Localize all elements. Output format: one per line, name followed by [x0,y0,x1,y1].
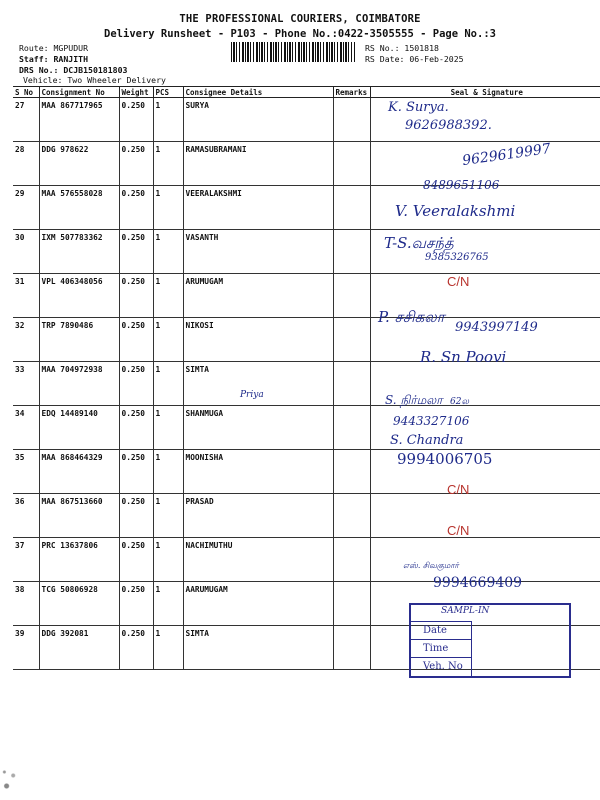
row-consignment: EDQ 14489140 [39,406,119,450]
row-consignee: VASANTH [183,230,333,274]
stamp-veh-label: Veh. No [411,657,471,674]
row-remarks [333,538,370,582]
row-remarks [333,406,370,450]
handwritten-name: T-S.வசந்த் [384,234,454,252]
table-row [13,230,600,274]
company-title: THE PROFESSIONAL COURIERS, COIMBATORE [179,13,421,25]
row-pcs: 1 [153,186,183,230]
row-consignee: MOONISHA [183,450,333,494]
row-consignment: IXM 507783362 [39,230,119,274]
row-consignment: PRC 13637806 [39,538,119,582]
row-pcs: 1 [153,98,183,142]
table-row [13,98,600,142]
row-sno: 36 [13,494,39,538]
row-consignment: DDG 392081 [39,626,119,670]
handwritten-cn-mark: C/N [447,274,470,289]
col-remarks: Remarks [333,87,370,98]
row-consignment: MAA 867513660 [39,494,119,538]
col-weight: Weight [119,87,153,98]
row-weight: 0.250 [119,538,153,582]
row-pcs: 1 [153,230,183,274]
row-remarks [333,450,370,494]
scan-speck [0,765,22,800]
row-consignee: NACHIMUTHU [183,538,333,582]
route-label: Route: MGPUDUR [19,43,89,53]
row-pcs: 1 [153,582,183,626]
row-weight: 0.250 [119,98,153,142]
row-sno: 29 [13,186,39,230]
row-pcs: 1 [153,318,183,362]
table-row [13,450,600,494]
row-consignee: NIKOSI [183,318,333,362]
row-consignee: AARUMUGAM [183,582,333,626]
drs-number: DRS No.: DCJB150181803 [19,65,128,75]
table-row [13,494,600,538]
row-weight: 0.250 [119,142,153,186]
barcode [231,42,355,62]
handwritten-cn-mark: C/N [447,482,470,497]
row-weight: 0.250 [119,626,153,670]
handwritten-name: K. Surya. [388,100,449,115]
row-pcs: 1 [153,142,183,186]
row-weight: 0.250 [119,450,153,494]
rs-number: RS No.: 1501818 [365,43,439,53]
row-consignment: MAA 704972938 [39,362,119,406]
row-remarks [333,318,370,362]
handwritten-name: S. Chandra [390,433,464,448]
col-consignment: Consignment No [39,87,119,98]
row-sno: 37 [13,538,39,582]
row-consignment: DDG 978622 [39,142,119,186]
table-row [13,406,600,450]
handwritten-name: எஸ். சிவகுமார் [403,561,459,570]
row-signature-cell [370,494,600,538]
handwritten-phone: 8489651106 [423,178,500,192]
row-consignment: MAA 868464329 [39,450,119,494]
row-sno: 39 [13,626,39,670]
row-pcs: 1 [153,626,183,670]
col-consignee: Consignee Details [183,87,333,98]
handwritten-name: R. Sn Poovi [420,348,507,366]
row-remarks [333,98,370,142]
handwritten-name: S. நிர்மலா [385,393,443,407]
col-pcs: PCS [153,87,183,98]
table-row [13,274,600,318]
row-pcs: 1 [153,274,183,318]
handwritten-extra-name: Priya [240,390,264,400]
table-header-row [13,87,600,98]
row-consignment: TRP 7890486 [39,318,119,362]
row-sno: 31 [13,274,39,318]
col-signature: Seal & Signature [370,87,600,98]
handwritten-code: 62ல [450,397,469,407]
stamp-title: SAMPL-IN [441,606,490,616]
row-sno: 28 [13,142,39,186]
row-consignee: VEERALAKSHMI [183,186,333,230]
row-remarks [333,362,370,406]
row-weight: 0.250 [119,230,153,274]
row-weight: 0.250 [119,362,153,406]
handwritten-name: P. சசிகலா [378,308,445,326]
row-consignment: MAA 576558028 [39,186,119,230]
row-consignee: SIMTA [183,362,333,406]
handwritten-phone: 9943997149 [455,320,538,335]
row-consignment: TCG 50806928 [39,582,119,626]
handwritten-phone: 9629619997 [461,140,552,170]
handwritten-phone: 9994669409 [433,575,523,591]
row-weight: 0.250 [119,186,153,230]
row-pcs: 1 [153,494,183,538]
row-consignee: PRASAD [183,494,333,538]
handwritten-phone: 9385326765 [425,252,489,263]
stamp-time-label: Time [411,639,471,657]
row-weight: 0.250 [119,494,153,538]
row-consignee: RAMASUBRAMANI [183,142,333,186]
delivery-stamp [409,603,571,678]
row-consignee: SIMTA [183,626,333,670]
row-remarks [333,626,370,670]
row-pcs: 1 [153,406,183,450]
stamp-divider [471,621,472,676]
row-consignee: SURYA [183,98,333,142]
row-consignee: SHANMUGA [183,406,333,450]
stamp-date-label: Date [411,621,471,639]
row-consignment: MAA 867717965 [39,98,119,142]
row-remarks [333,494,370,538]
row-remarks [333,582,370,626]
row-pcs: 1 [153,450,183,494]
row-consignee: ARUMUGAM [183,274,333,318]
row-sno: 35 [13,450,39,494]
table-row [13,362,600,406]
staff-label: Staff: RANJITH [19,54,89,64]
handwritten-phone: 9994006705 [397,450,493,468]
handwritten-phone: 9443327106 [393,414,470,428]
handwritten-phone: 9626988392. [405,118,492,133]
row-remarks [333,186,370,230]
row-sno: 33 [13,362,39,406]
row-remarks [333,274,370,318]
row-weight: 0.250 [119,582,153,626]
row-sno: 27 [13,98,39,142]
vehicle-label: Vehicle: Two Wheeler Delivery [23,75,166,85]
row-remarks [333,230,370,274]
row-consignment: VPL 406348056 [39,274,119,318]
row-sno: 38 [13,582,39,626]
row-pcs: 1 [153,362,183,406]
row-sno: 34 [13,406,39,450]
row-weight: 0.250 [119,406,153,450]
row-sno: 30 [13,230,39,274]
row-sno: 32 [13,318,39,362]
row-pcs: 1 [153,538,183,582]
row-weight: 0.250 [119,274,153,318]
rs-date: RS Date: 06-Feb-2025 [365,54,464,64]
handwritten-name: V. Veeralakshmi [395,202,516,220]
runsheet-subtitle: Delivery Runsheet - P103 - Phone No.:0422-3505555 - Page No.:3 [104,28,496,40]
handwritten-cn-mark: C/N [447,523,470,538]
col-sno: S No [13,87,39,98]
row-remarks [333,142,370,186]
row-weight: 0.250 [119,318,153,362]
